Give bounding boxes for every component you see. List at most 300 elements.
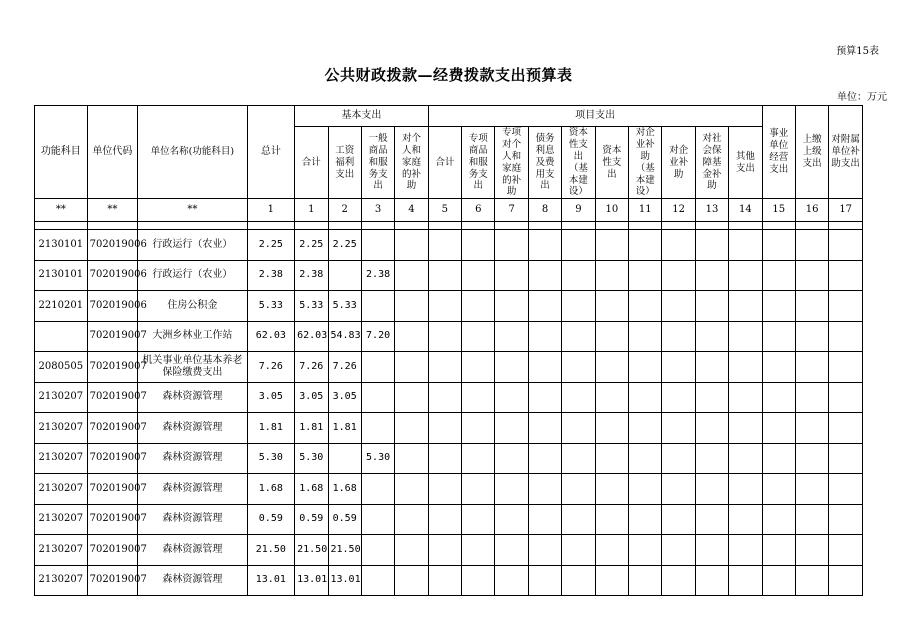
empty-cell [629,504,662,535]
function-subject-cell: 2130207 [35,413,88,444]
index-cell: 5 [428,199,461,222]
empty-cell [528,565,561,596]
empty-cell [428,382,461,413]
empty-cell [595,474,628,505]
empty-cell [762,352,795,383]
empty-cell [595,321,628,352]
empty-cell [762,382,795,413]
spacer-cell [528,222,561,230]
spacer-cell [428,222,461,230]
header-project-special-goods: 专项商品和服务支出 [462,127,495,199]
header-upper-transfer: 上缴上级支出 [795,106,828,199]
function-subject-cell: 2080505 [35,352,88,383]
goods-services-cell [361,291,394,322]
salary-cell: 13.01 [328,565,361,596]
empty-cell [562,535,595,566]
index-cell: 15 [762,199,795,222]
empty-cell [495,504,528,535]
unit-code-cell: 702019007 [87,413,138,444]
empty-cell [395,260,428,291]
empty-cell [829,230,863,261]
index-cell: 10 [595,199,628,222]
header-project-social-security: 对社会保障基金补助 [695,127,728,199]
table-header [35,106,863,230]
empty-cell [829,443,863,474]
basic-total-cell: 3.05 [295,382,328,413]
empty-cell [428,260,461,291]
empty-cell [695,382,728,413]
empty-cell [562,413,595,444]
index-cell: ** [35,199,88,222]
index-cell: 3 [361,199,394,222]
header-basic-expenditure: 基本支出 [295,106,429,127]
spacer-cell [762,222,795,230]
salary-cell: 1.68 [328,474,361,505]
empty-cell [495,443,528,474]
basic-total-cell: 2.38 [295,260,328,291]
empty-cell [562,382,595,413]
salary-cell [328,443,361,474]
header-basic-salary: 工资福利支出 [328,127,361,199]
empty-cell [695,352,728,383]
empty-cell [528,382,561,413]
empty-cell [762,230,795,261]
empty-cell [462,443,495,474]
goods-services-cell [361,352,394,383]
unit-name-cell: 行政运行（农业） [138,230,247,261]
function-subject-cell: 2130101 [35,230,88,261]
empty-cell [762,443,795,474]
empty-cell [629,474,662,505]
spacer-cell [662,222,695,230]
function-subject-cell: 2130101 [35,260,88,291]
empty-cell [562,260,595,291]
empty-cell [829,352,863,383]
empty-cell [562,291,595,322]
empty-cell [629,413,662,444]
basic-total-cell: 2.25 [295,230,328,261]
empty-cell [595,230,628,261]
empty-cell [695,474,728,505]
empty-cell [428,352,461,383]
basic-total-cell: 5.30 [295,443,328,474]
unit-code-cell: 702019007 [87,535,138,566]
function-subject-cell: 2130207 [35,535,88,566]
empty-cell [729,535,762,566]
table-row [35,382,863,413]
empty-cell [762,504,795,535]
empty-cell [795,565,828,596]
empty-cell [795,382,828,413]
empty-cell [662,321,695,352]
unit-name-cell: 森林资源管理 [138,504,247,535]
empty-cell [795,535,828,566]
unit-code-cell: 702019006 [87,230,138,261]
empty-cell [695,413,728,444]
header-business-operation: 事业单位经营支出 [762,106,795,199]
table-row [35,443,863,474]
spacer-cell [247,222,295,230]
empty-cell [428,321,461,352]
empty-cell [462,352,495,383]
index-cell: 16 [795,199,828,222]
empty-cell [662,474,695,505]
unit-name-cell: 森林资源管理 [138,535,247,566]
spacer-cell [695,222,728,230]
empty-cell [428,443,461,474]
spacer-cell [562,222,595,230]
basic-total-cell: 1.81 [295,413,328,444]
empty-cell [428,565,461,596]
empty-cell [795,352,828,383]
empty-cell [428,291,461,322]
table-body [35,230,863,596]
empty-cell [395,352,428,383]
total-cell: 2.38 [247,260,295,291]
empty-cell [595,413,628,444]
empty-cell [528,230,561,261]
table-row [35,535,863,566]
header-basic-personal-subsidy: 对个人和家庭的补助 [395,127,428,199]
header-unit-name: 单位名称(功能科目) [138,106,247,199]
spacer-cell [395,222,428,230]
empty-cell [595,443,628,474]
empty-cell [629,535,662,566]
header-function-subject: 功能科目 [35,106,88,199]
empty-cell [762,474,795,505]
empty-cell [495,382,528,413]
total-cell: 0.59 [247,504,295,535]
total-cell: 5.33 [247,291,295,322]
header-project-personal-subsidy: 专项对个人和家庭的补助 [495,127,528,199]
index-row [35,199,863,222]
empty-cell [462,230,495,261]
empty-cell [729,291,762,322]
unit-code-cell: 702019007 [87,565,138,596]
empty-cell [729,321,762,352]
header-basic-goods-services: 一般商品和服务支出 [361,127,394,199]
index-cell: 13 [695,199,728,222]
empty-cell [462,504,495,535]
empty-cell [829,474,863,505]
basic-total-cell: 13.01 [295,565,328,596]
empty-cell [395,230,428,261]
empty-cell [395,413,428,444]
index-cell: 17 [829,199,863,222]
empty-cell [428,504,461,535]
index-cell: 7 [495,199,528,222]
empty-cell [795,474,828,505]
empty-cell [829,565,863,596]
empty-cell [495,535,528,566]
empty-cell [595,504,628,535]
empty-cell [462,321,495,352]
empty-cell [662,291,695,322]
empty-cell [662,565,695,596]
index-cell: 1 [247,199,295,222]
salary-cell: 7.26 [328,352,361,383]
header-project-debt-interest: 债务利息及费用支出 [528,127,561,199]
empty-cell [495,474,528,505]
basic-total-cell: 1.68 [295,474,328,505]
index-cell: 4 [395,199,428,222]
table-row [35,474,863,505]
empty-cell [462,413,495,444]
total-cell: 13.01 [247,565,295,596]
empty-cell [562,504,595,535]
empty-cell [662,230,695,261]
unit-name-cell: 森林资源管理 [138,382,247,413]
empty-cell [629,352,662,383]
empty-cell [562,565,595,596]
empty-cell [462,474,495,505]
salary-cell: 1.81 [328,413,361,444]
salary-cell [328,260,361,291]
salary-cell: 5.33 [328,291,361,322]
empty-cell [395,565,428,596]
spacer-row [35,222,863,230]
empty-cell [662,504,695,535]
empty-cell [495,321,528,352]
empty-cell [528,413,561,444]
index-cell: 14 [729,199,762,222]
empty-cell [762,260,795,291]
function-subject-cell [35,321,88,352]
unit-code-cell: 702019007 [87,474,138,505]
empty-cell [462,382,495,413]
unit-name-cell: 森林资源管理 [138,565,247,596]
total-cell: 62.03 [247,321,295,352]
total-cell: 2.25 [247,230,295,261]
empty-cell [428,474,461,505]
empty-cell [695,321,728,352]
goods-services-cell: 7.20 [361,321,394,352]
unit-name-cell: 住房公积金 [138,291,247,322]
spacer-cell [87,222,138,230]
spacer-cell [35,222,88,230]
empty-cell [528,474,561,505]
empty-cell [562,230,595,261]
empty-cell [762,321,795,352]
budget-table [34,105,863,596]
index-cell: 9 [562,199,595,222]
table-row [35,321,863,352]
empty-cell [595,565,628,596]
empty-cell [462,260,495,291]
unit-name-cell: 行政运行（农业） [138,260,247,291]
function-subject-cell: 2130207 [35,382,88,413]
empty-cell [462,291,495,322]
total-cell: 7.26 [247,352,295,383]
empty-cell [595,382,628,413]
empty-cell [562,474,595,505]
header-project-enterprise-construction: 对企业补助（基本建设） [629,127,662,199]
index-cell: 1 [295,199,328,222]
table-row [35,504,863,535]
empty-cell [462,565,495,596]
unit-code-cell: 702019007 [87,382,138,413]
empty-cell [629,230,662,261]
index-cell: 11 [629,199,662,222]
salary-cell: 21.50 [328,535,361,566]
spacer-cell [361,222,394,230]
header-basic-total: 合计 [295,127,328,199]
empty-cell [495,230,528,261]
spacer-cell [462,222,495,230]
page-title: 公共财政拨款—经费拨款支出预算表 [324,66,573,84]
empty-cell [729,352,762,383]
spacer-cell [795,222,828,230]
empty-cell [729,504,762,535]
empty-cell [829,535,863,566]
empty-cell [729,413,762,444]
goods-services-cell [361,382,394,413]
goods-services-cell [361,413,394,444]
empty-cell [562,443,595,474]
empty-cell [562,352,595,383]
empty-cell [829,413,863,444]
unit-code-cell: 702019007 [87,352,138,383]
unit-name-cell: 森林资源管理 [138,474,247,505]
empty-cell [762,413,795,444]
empty-cell [395,382,428,413]
index-cell: 12 [662,199,695,222]
empty-cell [395,321,428,352]
empty-cell [729,230,762,261]
unit-label: 单位：万元 [837,92,887,103]
total-cell: 1.68 [247,474,295,505]
empty-cell [629,291,662,322]
empty-cell [795,230,828,261]
total-cell: 1.81 [247,413,295,444]
goods-services-cell [361,565,394,596]
empty-cell [695,230,728,261]
function-subject-cell: 2130207 [35,565,88,596]
empty-cell [829,382,863,413]
basic-total-cell: 21.50 [295,535,328,566]
table-row [35,352,863,383]
salary-cell: 54.83 [328,321,361,352]
header-project-capital: 资本性支出 [595,127,628,199]
function-subject-cell: 2130207 [35,443,88,474]
empty-cell [695,291,728,322]
spacer-cell [629,222,662,230]
goods-services-cell [361,474,394,505]
empty-cell [795,413,828,444]
table-row [35,260,863,291]
empty-cell [629,565,662,596]
empty-cell [729,474,762,505]
total-cell: 21.50 [247,535,295,566]
empty-cell [729,565,762,596]
empty-cell [729,443,762,474]
empty-cell [495,413,528,444]
unit-name-cell: 机关事业单位基本养老保险缴费支出 [138,352,247,383]
index-cell: 6 [462,199,495,222]
empty-cell [662,535,695,566]
empty-cell [662,260,695,291]
empty-cell [662,413,695,444]
empty-cell [562,321,595,352]
empty-cell [762,535,795,566]
empty-cell [395,474,428,505]
unit-name-cell: 森林资源管理 [138,413,247,444]
index-cell: ** [138,199,247,222]
goods-services-cell [361,230,394,261]
empty-cell [795,291,828,322]
salary-cell: 2.25 [328,230,361,261]
empty-cell [528,443,561,474]
function-subject-cell: 2130207 [35,504,88,535]
table-row [35,230,863,261]
goods-services-cell [361,535,394,566]
empty-cell [528,352,561,383]
empty-cell [829,291,863,322]
spacer-cell [495,222,528,230]
empty-cell [795,443,828,474]
spacer-cell [829,222,863,230]
header-total: 总计 [247,106,295,199]
empty-cell [595,260,628,291]
empty-cell [729,260,762,291]
unit-code-cell: 702019006 [87,291,138,322]
empty-cell [829,321,863,352]
spacer-cell [729,222,762,230]
salary-cell: 3.05 [328,382,361,413]
empty-cell [729,382,762,413]
unit-code-cell: 702019007 [87,443,138,474]
empty-cell [762,565,795,596]
header-project-enterprise-subsidy: 对企业补助 [662,127,695,199]
empty-cell [629,443,662,474]
spacer-cell [138,222,247,230]
unit-name-cell: 森林资源管理 [138,443,247,474]
empty-cell [428,413,461,444]
table-row [35,291,863,322]
empty-cell [829,504,863,535]
goods-services-cell: 5.30 [361,443,394,474]
empty-cell [695,535,728,566]
header-project-other: 其他支出 [729,127,762,199]
basic-total-cell: 0.59 [295,504,328,535]
goods-services-cell [361,504,394,535]
index-cell: 8 [528,199,561,222]
total-cell: 3.05 [247,382,295,413]
empty-cell [795,321,828,352]
empty-cell [528,260,561,291]
empty-cell [662,443,695,474]
empty-cell [829,260,863,291]
empty-cell [528,321,561,352]
goods-services-cell: 2.38 [361,260,394,291]
form-number: 预算15表 [836,46,879,57]
function-subject-cell: 2130207 [35,474,88,505]
empty-cell [795,504,828,535]
empty-cell [695,443,728,474]
empty-cell [695,504,728,535]
empty-cell [695,565,728,596]
empty-cell [595,352,628,383]
empty-cell [595,535,628,566]
table-row [35,565,863,596]
spacer-cell [295,222,328,230]
empty-cell [695,260,728,291]
empty-cell [595,291,628,322]
empty-cell [395,443,428,474]
salary-cell: 0.59 [328,504,361,535]
empty-cell [495,565,528,596]
empty-cell [495,260,528,291]
